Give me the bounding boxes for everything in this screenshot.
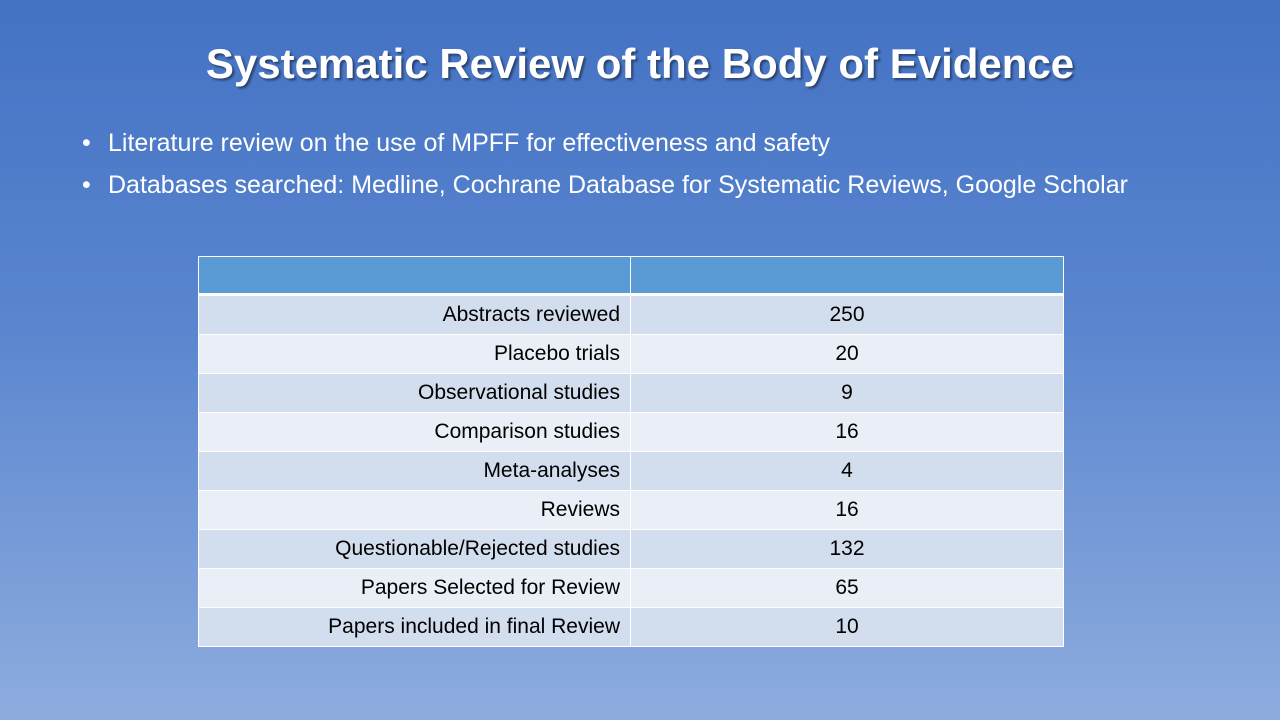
table-row (199, 452, 1064, 491)
table-row (199, 608, 1064, 647)
row-label: Comparison studies (199, 413, 631, 452)
row-value: 4 (631, 452, 1064, 491)
bullet-list (82, 128, 1252, 212)
table-row (199, 530, 1064, 569)
table-header-cell (199, 257, 631, 295)
table-row (199, 569, 1064, 608)
row-value: 16 (631, 413, 1064, 452)
row-value: 250 (631, 295, 1064, 335)
row-label: Meta-analyses (199, 452, 631, 491)
table-row (199, 295, 1064, 335)
table-header-cell (631, 257, 1064, 295)
row-value: 132 (631, 530, 1064, 569)
row-label: Questionable/Rejected studies (199, 530, 631, 569)
table-row (199, 491, 1064, 530)
row-label: Papers Selected for Review (199, 569, 631, 608)
row-label: Abstracts reviewed (199, 295, 631, 335)
table-row (199, 335, 1064, 374)
row-label: Observational studies (199, 374, 631, 413)
row-value: 9 (631, 374, 1064, 413)
table-row (199, 413, 1064, 452)
evidence-table (198, 256, 1064, 647)
row-value: 10 (631, 608, 1064, 647)
row-label: Papers included in final Review (199, 608, 631, 647)
bullet-item: • Literature review on the use of MPFF for effectiveness and safety (82, 128, 1252, 158)
row-value: 65 (631, 569, 1064, 608)
table-row (199, 374, 1064, 413)
row-value: 16 (631, 491, 1064, 530)
table-header-row (199, 257, 1064, 295)
row-label: Reviews (199, 491, 631, 530)
row-label: Placebo trials (199, 335, 631, 374)
row-value: 20 (631, 335, 1064, 374)
slide-title: Systematic Review of the Body of Evidence (205, 40, 1075, 87)
bullet-item: • Databases searched: Medline, Cochrane Database for Systematic Reviews, Google Scholar (82, 170, 1252, 200)
